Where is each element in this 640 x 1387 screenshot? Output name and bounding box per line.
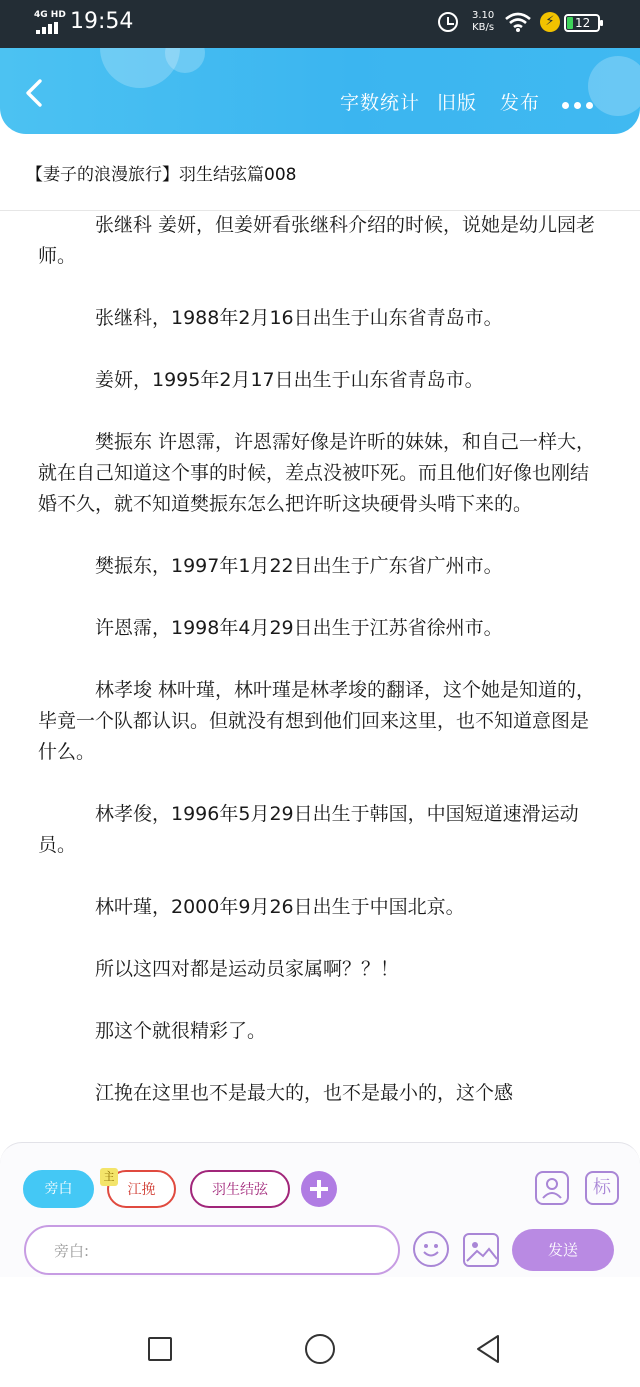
paragraph: 张继科，1988年2月16日出生于山东省青岛市。 [95, 307, 503, 329]
role-chip-yuzuru[interactable]: 羽生结弦 [190, 1170, 290, 1208]
network-type: 4G HD [34, 10, 66, 20]
paragraph: 姜妍，1995年2月17日出生于山东省青岛市。 [95, 369, 484, 391]
narration-input[interactable] [52, 1237, 376, 1265]
more-dots-icon[interactable] [562, 94, 598, 113]
paragraph: 那这个就很精彩了。 [95, 1020, 267, 1042]
publish-button[interactable]: 发布 [500, 92, 541, 114]
role-chip-narrator[interactable]: 旁白 [23, 1170, 94, 1208]
plus-icon[interactable] [301, 1171, 337, 1207]
send-button[interactable]: 发送 [512, 1229, 614, 1271]
battery-icon [564, 14, 600, 32]
main-role-badge: 主 [100, 1168, 118, 1186]
paragraph: 樊振东 许恩霈，许恩霈好像是许昕的妹妹，和自己一样大，就在自己知道这个事的时候，差点没被吓死。而且他们好像也刚结婚不久，就不知道樊振东怎么把许昕这块硬骨头啃下来的。 [38, 431, 596, 515]
user-card-icon[interactable] [535, 1171, 569, 1205]
charging-icon: ⚡ [540, 12, 560, 32]
paragraph: 林孝俊，1996年5月29日出生于韩国，中国短道速滑运动员。 [38, 803, 579, 856]
clock: 19:54 [70, 9, 134, 34]
chapter-title[interactable]: 【妻子的浪漫旅行】羽生结弦篇008 [26, 165, 297, 185]
paragraph: 江挽在这里也不是最大的，也不是最小的，这个感 [95, 1082, 514, 1104]
back-triangle-icon[interactable] [474, 1333, 502, 1365]
image-icon[interactable] [463, 1233, 499, 1267]
narration-input-box[interactable] [24, 1225, 400, 1275]
system-nav-bar [0, 1277, 640, 1387]
speed-value: 3.10 [472, 10, 495, 21]
alarm-icon [438, 12, 458, 32]
divider [0, 210, 640, 211]
signal-icon [36, 22, 62, 34]
word-count-button[interactable]: 字数统计 [340, 92, 421, 114]
editor-toolbar [0, 48, 640, 134]
recent-apps-icon[interactable] [148, 1337, 172, 1361]
paragraph: 樊振东，1997年1月22日出生于广东省广州市。 [95, 555, 503, 577]
old-version-button[interactable]: 旧版 [437, 92, 478, 114]
status-bar [0, 0, 640, 48]
wifi-icon [505, 12, 531, 32]
chevron-left-icon[interactable] [22, 78, 48, 108]
smiley-icon[interactable] [413, 1231, 449, 1267]
paragraph: 张继科 姜妍，但姜妍看张继科介绍的时候，说她是幼儿园老师。 [38, 214, 596, 267]
speed-unit: KB/s [472, 22, 495, 33]
chapter-body[interactable] [38, 212, 604, 1142]
mark-button[interactable]: 标 [585, 1171, 619, 1205]
paragraph: 林孝埈 林叶瑾，林叶瑾是林孝埈的翻译，这个她是知道的，毕竟一个队都认识。但就没有想到他们回来这里，也不知道意图是什么。 [38, 679, 596, 763]
paragraph: 所以这四对都是运动员家属啊？？！ [95, 958, 400, 980]
role-chip-jiangwan[interactable]: 江挽 [107, 1170, 176, 1208]
battery-level: 12 [575, 16, 591, 30]
paragraph: 林叶瑾，2000年9月26日出生于中国北京。 [95, 896, 465, 918]
network-speed [472, 10, 494, 34]
home-icon[interactable] [305, 1334, 335, 1364]
paragraph: 许恩霈，1998年4月29日出生于江苏省徐州市。 [95, 617, 503, 639]
